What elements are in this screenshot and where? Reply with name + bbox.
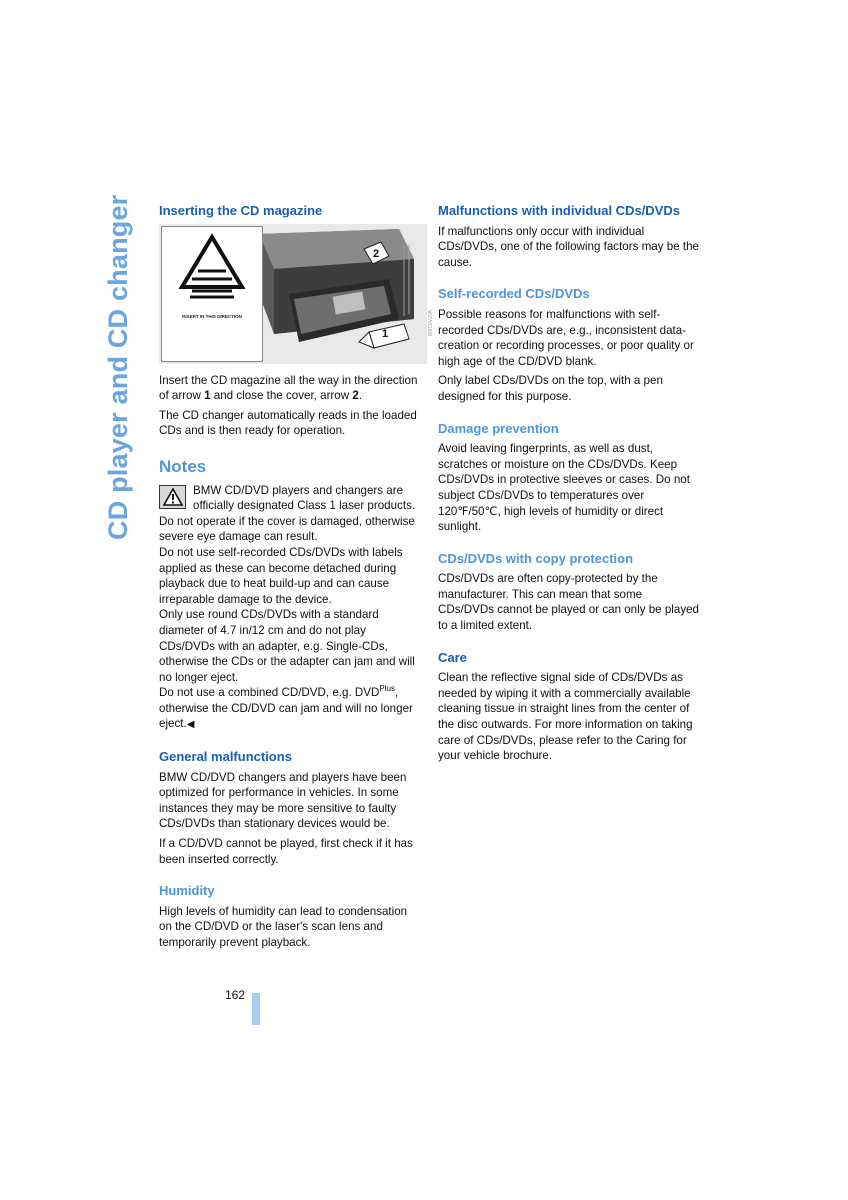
damage-prevention-heading: Damage prevention (438, 420, 559, 436)
malfunctions-individual-heading: Malfunctions with individual CDs/DVDs (438, 203, 680, 218)
warning-triangle-icon (162, 227, 262, 307)
notes-paragraph-4: Do not use a combined CD/DVD, e.g. $DVD^{Plus}$, otherwise the CD/DVD can jam and will no longer eject.◀ (159, 684, 413, 731)
cd-magazine-figure (159, 224, 434, 364)
page-number: 162 (225, 988, 246, 1002)
insert-paragraph-2: The CD changer automatically reads in the loaded CDs and is then ready for operation. (159, 408, 417, 438)
humidity-paragraph: High levels of humidity can lead to condensation on the CD/DVD or the laser's scan lens and temporarily prevent playback. (159, 904, 408, 949)
notes-heading: Notes (159, 456, 207, 476)
notes-paragraph-1: BMW CD/DVD players and changers are officially designated Class 1 laser products. Do not operate if the cover is damaged, otherwise severe eye damage can result. (159, 483, 416, 544)
figure-code: W6C6V20A (428, 309, 434, 336)
insert-direction-label (161, 226, 263, 362)
arrow-1-label: 1 (382, 327, 389, 340)
inserting-heading: Inserting the CD magazine (159, 203, 323, 218)
general-paragraph-2: If a CD/DVD cannot be played, first check if it has been inserted correctly. (159, 837, 413, 866)
self-recorded-paragraph-2: Only label CDs/DVDs on the top, with a pen designed for this purpose. (438, 374, 663, 403)
notes-paragraph-2: Do not use self-recorded CDs/DVDs with labels applied as these can become detached during playback due to heat build-up and can cause irreparable damage to the device. (159, 545, 403, 606)
insert-paragraph-1: Insert the CD magazine all the way in the direction of arrow 1 and close the cover, arrow 2. (159, 373, 418, 403)
general-paragraph-1: BMW CD/DVD changers and players have been optimized for performance in vehicles. In some instances they may be more sensitive to faulty CDs/DVDs than stationary devices would be. (159, 770, 407, 831)
care-heading: Care (438, 649, 467, 665)
left-column (159, 203, 434, 955)
notes-paragraph-3: Only use round CDs/DVDs with a standard diameter of 4.7 in/12 cm and do not play CDs/DVDs with an adapter, e.g. Single-CDs, otherwise the CDs or the adapter can jam and will no longer eject. (159, 608, 415, 684)
care-paragraph: Clean the reflective signal side of CDs/DVDs as needed by wiping it with a commercially available cleaning tissue in straight lines from the center of the disc outwards. For more information on taking care of CDs/DVDs, please refer to the Caring for your vehicle brochure. (438, 671, 693, 763)
right-column (438, 203, 700, 768)
end-mark-icon: ◀ (186, 719, 195, 731)
copy-protection-heading: CDs/DVDs with copy protection (438, 550, 634, 566)
copy-protection-paragraph: CDs/DVDs are often copy-protected by the manufacturer. This can mean that some CDs/DVDs cannot be played or can only be played to a limited extent. (438, 572, 700, 633)
damage-prevention-paragraph: Avoid leaving fingerprints, as well as dust, scratches or moisture on the CDs/DVDs. Keep CDs/DVDs in protective sleeves or cases. Do not subject CDs/DVDs to temperatures over 120℉/50℃, high levels of humidity or direct sunlight. (438, 442, 690, 534)
arrow-2-label: 2 (373, 247, 380, 260)
malfunctions-paragraph: If malfunctions only occur with individual CDs/DVDs, one of the following factors may be the cause. (438, 224, 699, 269)
chapter-side-title: CD player and CD changer (103, 194, 133, 540)
self-recorded-heading: Self-recorded CDs/DVDs (438, 286, 590, 302)
notes-warning-block (159, 483, 421, 734)
warning-icon (159, 485, 186, 509)
page-marker-bar (252, 993, 260, 1025)
humidity-heading: Humidity (159, 883, 215, 899)
general-malfunctions-heading: General malfunctions (159, 749, 292, 765)
insert-direction-text: INSERT IN THIS DIRECTION (182, 313, 242, 319)
self-recorded-paragraph-1: Possible reasons for malfunctions with self-recorded CDs/DVDs are, e.g., inconsistent data-creation or recording processes, or poor quality or high age of the CD/DVD blank. (438, 307, 694, 368)
